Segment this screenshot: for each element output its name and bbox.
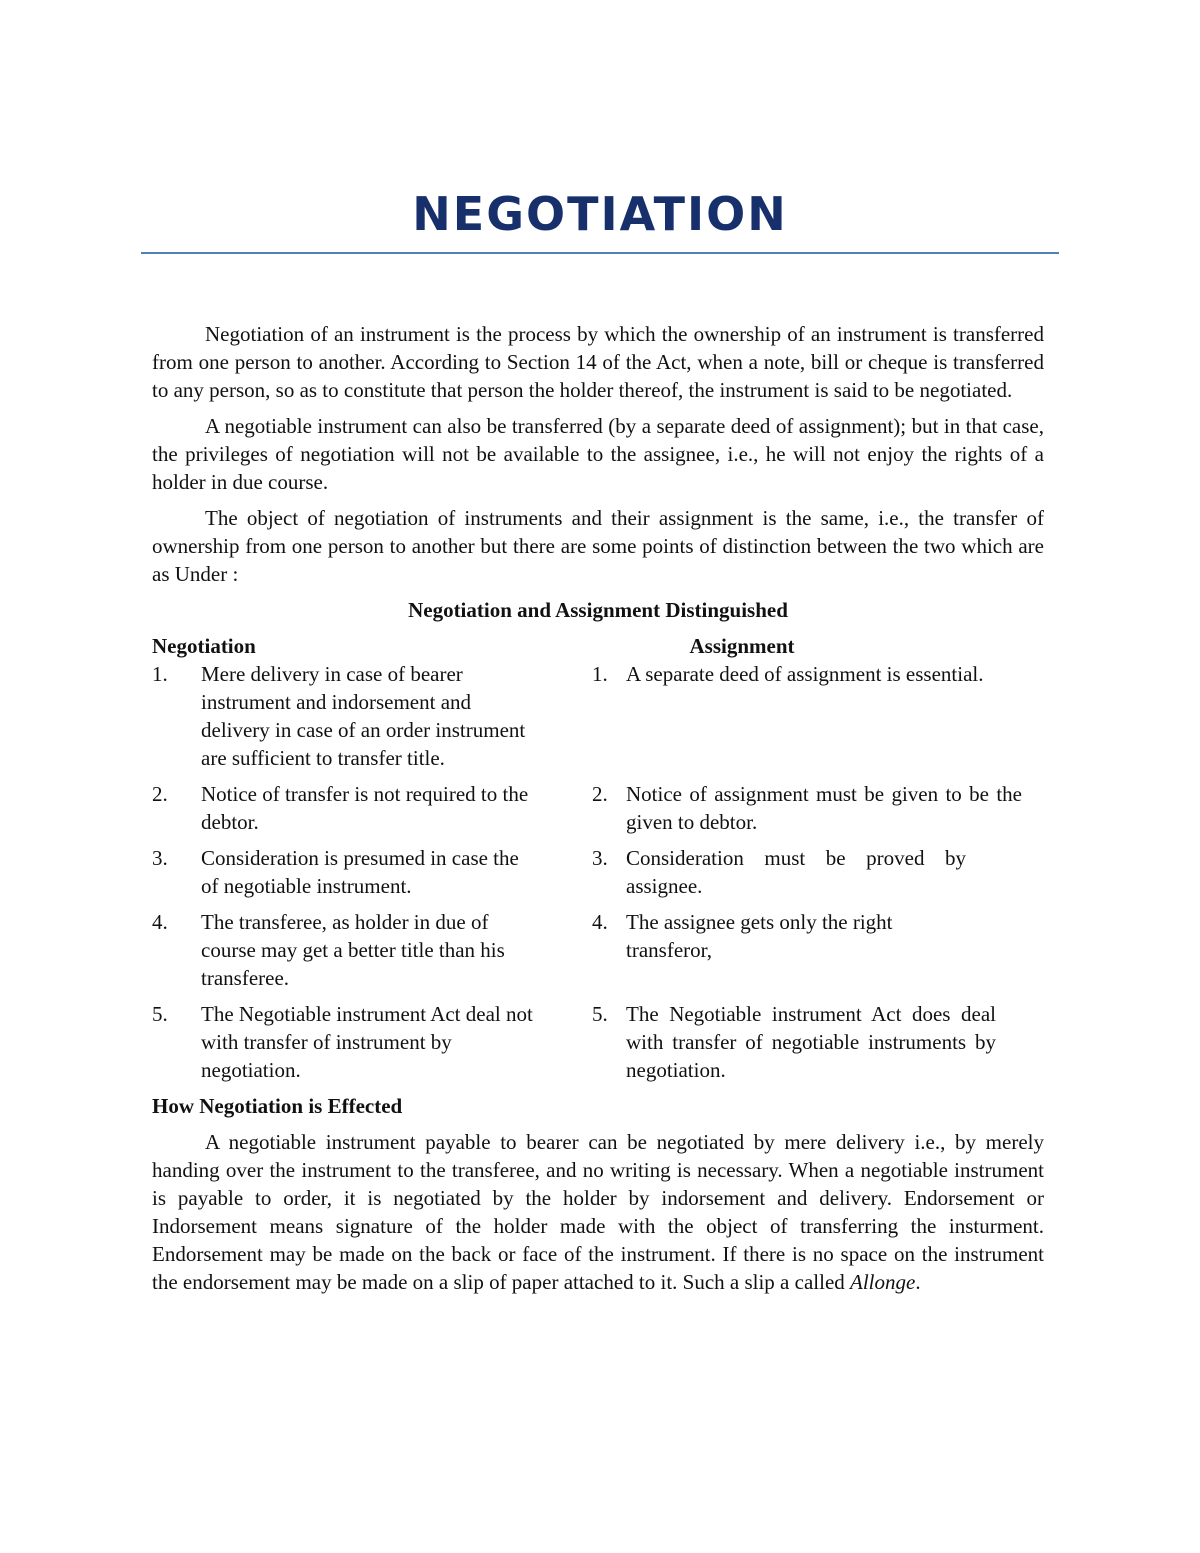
- point-number: 4.: [152, 910, 168, 934]
- point-text: A separate deed of assignment is essential.: [626, 662, 984, 686]
- point-text: The Negotiable instrument Act does deal with transfer of negotiable instruments by negotiation.: [626, 1002, 996, 1082]
- point-number: 3.: [592, 846, 608, 870]
- point-text: Consideration is presumed in case the of negotiable instrument.: [201, 846, 519, 898]
- assignment-point: [592, 780, 1044, 836]
- effected-paragraph-ending: .: [915, 1270, 921, 1294]
- intro-paragraph-1: Negotiation of an instrument is the process by which the ownership of an instrument is transferred from one person to another. According to Section 14 of the Act, when a note, bill or cheque is transferred to any person, so as to constitute that person the holder thereof, the instrument is said to be negotiated.: [152, 322, 1044, 402]
- point-number: 1.: [592, 662, 608, 686]
- point-number: 2.: [592, 782, 608, 806]
- page-title: NEGOTIATION: [412, 187, 788, 241]
- comparison-row: [152, 844, 1044, 900]
- point-text: The Negotiable instrument Act deal not with transfer of instrument by negotiation.: [201, 1002, 533, 1082]
- point-text: Notice of assignment must be given to be the given to debtor.: [626, 782, 1022, 834]
- negotiation-point: [152, 908, 592, 992]
- comparison-column-headers: [152, 632, 1044, 660]
- effected-paragraph-text: A negotiable instrument payable to bearer can be negotiated by mere delivery i.e., by merely handing over the instrument to the transferee, and no writing is necessary. When a negotiable instrument is payable to order, it is negotiated by the holder by indorsement and delivery. Endorsement or Indorsement means signature of the holder made with the object of transferring the insturment. Endorsement may be made on the back or face of the instrument. If there is no space on the instrument the endorsement may be made on a slip of paper attached to it. Such a slip a called: [152, 1130, 1044, 1294]
- section-heading: How Negotiation is Effected: [152, 1094, 403, 1118]
- negotiation-column-header: Negotiation: [152, 634, 256, 658]
- point-number: 5.: [592, 1002, 608, 1026]
- point-text: Notice of transfer is not required to the debtor.: [201, 782, 529, 834]
- assignment-point: [592, 1000, 1044, 1084]
- negotiation-point: [152, 844, 592, 900]
- point-number: 5.: [152, 1002, 168, 1026]
- assignment-column-header: Assignment: [689, 634, 795, 658]
- title-underline-rule: [141, 252, 1059, 254]
- point-number: 1.: [152, 662, 168, 686]
- intro-paragraph-3: The object of negotiation of instruments and their assignment is the same, i.e., the transfer of ownership from one person to another but there are some points of distinction between the two which are as Under :: [152, 506, 1044, 586]
- comparison-row: [152, 1000, 1044, 1084]
- comparison-row: [152, 908, 1044, 992]
- comparison-row: [152, 660, 1044, 772]
- point-number: 2.: [152, 782, 168, 806]
- negotiation-point: [152, 660, 592, 772]
- document-body: [152, 320, 1044, 1304]
- assignment-point: [592, 660, 1044, 772]
- assignment-point: [592, 908, 1044, 992]
- allonge-term: Allonge: [850, 1270, 916, 1294]
- comparison-row: [152, 780, 1044, 836]
- point-number: 3.: [152, 846, 168, 870]
- point-number: 4.: [592, 910, 608, 934]
- comparison-heading: Negotiation and Assignment Distinguished: [408, 598, 788, 622]
- point-text: Mere delivery in case of bearer instrument and indorsement and delivery in case of an order instrument are sufficient to transfer title.: [201, 662, 526, 770]
- point-text: The assignee gets only the right transferor,: [626, 910, 893, 962]
- point-text: Consideration must be proved by assignee.: [626, 846, 966, 898]
- effected-paragraph: [152, 1128, 1044, 1296]
- intro-paragraph-2: A negotiable instrument can also be transferred (by a separate deed of assignment); but in that case, the privileges of negotiation will not be available to the assignee, i.e., he will not enjoy the rights of a holder in due course.: [152, 414, 1044, 494]
- point-text: The transferee, as holder in due of course may get a better title than his transferee.: [201, 910, 505, 990]
- negotiation-point: [152, 780, 592, 836]
- negotiation-point: [152, 1000, 592, 1084]
- assignment-point: [592, 844, 1044, 900]
